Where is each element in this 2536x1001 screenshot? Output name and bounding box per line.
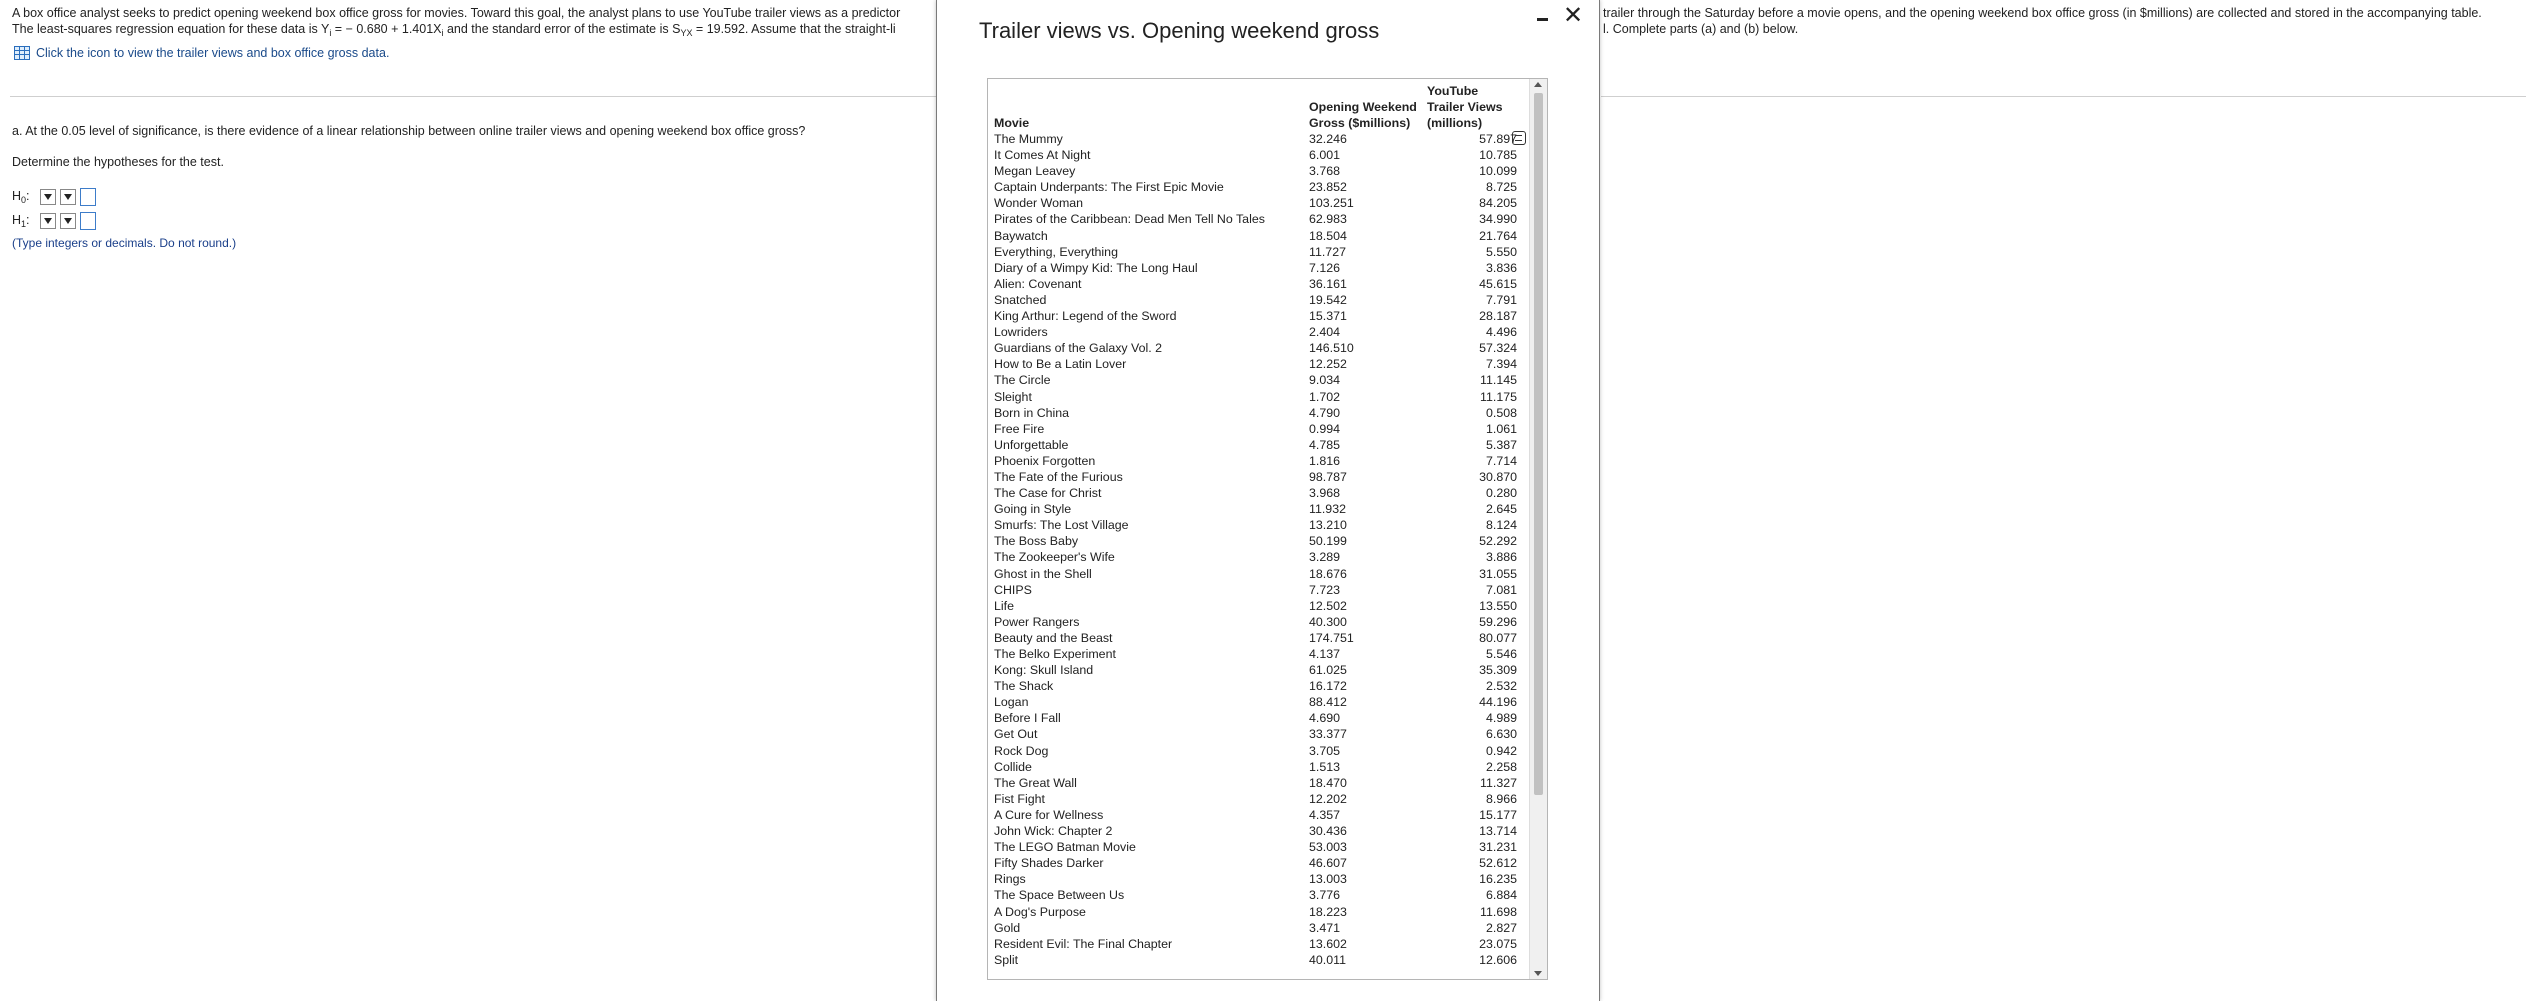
cell-trailer-views: 12.606: [1479, 952, 1517, 967]
cell-opening-gross: 53.003: [1309, 840, 1347, 855]
cell-movie: The Space Between Us: [994, 888, 1125, 903]
cell-opening-gross: 3.705: [1309, 743, 1341, 758]
question-intro-line1: A box office analyst seeks to predict opening weekend box office gross for movies. Toward this goal, the analyst plans to use YouTube trailer views as a predictor: [12, 6, 901, 20]
cell-opening-gross: 16.172: [1309, 679, 1347, 694]
cell-movie: Collide: [994, 759, 1032, 774]
cell-trailer-views: 7.791: [1485, 292, 1517, 307]
cell-opening-gross: 98.787: [1309, 469, 1347, 484]
cell-trailer-views: 21.764: [1479, 228, 1517, 243]
table-row: [994, 340, 1517, 356]
cell-opening-gross: 3.776: [1309, 888, 1341, 903]
table-row: [994, 743, 1517, 759]
cell-opening-gross: 4.690: [1309, 711, 1341, 726]
table-row: [994, 324, 1517, 340]
table-row: [994, 179, 1517, 195]
table-row: [994, 920, 1517, 936]
cell-trailer-views: 6.884: [1485, 888, 1517, 903]
cell-opening-gross: 18.504: [1309, 228, 1347, 243]
question-intro-right-line1: trailer through the Saturday before a movie opens, and the opening weekend box office gross (in $millions) are collected and stored in the accompanying table.: [1603, 6, 2482, 20]
cell-opening-gross: 103.251: [1309, 196, 1354, 211]
cell-movie: Fist Fight: [994, 791, 1045, 806]
table-row: [994, 952, 1517, 968]
cell-opening-gross: 3.968: [1309, 486, 1341, 501]
cell-movie: Rings: [994, 872, 1026, 887]
table-row: [994, 372, 1517, 388]
regression-text-c: and the standard error of the estimate is S: [443, 22, 681, 36]
table-row: [994, 904, 1517, 920]
view-data-link[interactable]: [14, 46, 389, 60]
cell-opening-gross: 3.289: [1309, 550, 1341, 565]
h1-parameter-dropdown[interactable]: [40, 213, 56, 229]
cell-trailer-views: 44.196: [1479, 695, 1517, 710]
cell-movie: Snatched: [994, 292, 1047, 307]
cell-opening-gross: 36.161: [1309, 276, 1347, 291]
scroll-down-arrow-icon[interactable]: [1534, 971, 1542, 976]
h1-operator-dropdown[interactable]: [60, 213, 76, 229]
cell-movie: Going in Style: [994, 502, 1072, 517]
table-row: [994, 276, 1517, 292]
cell-trailer-views: 59.296: [1479, 614, 1517, 629]
table-row: [994, 759, 1517, 775]
table-row: [994, 598, 1517, 614]
cell-trailer-views: 5.550: [1485, 244, 1517, 259]
cell-trailer-views: 15.177: [1479, 807, 1517, 822]
cell-opening-gross: 11.727: [1309, 244, 1346, 259]
cell-opening-gross: 1.702: [1309, 389, 1341, 404]
cell-opening-gross: 3.471: [1309, 920, 1341, 935]
cell-opening-gross: 18.676: [1309, 566, 1347, 581]
cell-trailer-views: 2.532: [1485, 679, 1517, 694]
table-row: [994, 694, 1517, 710]
table-row: [994, 549, 1517, 565]
cell-opening-gross: 4.785: [1309, 437, 1341, 452]
table-row: [994, 211, 1517, 227]
table-grid-icon[interactable]: [14, 46, 30, 60]
table-row: [994, 421, 1517, 437]
cell-movie: Sleight: [994, 389, 1032, 404]
null-hypothesis-row: [12, 188, 96, 206]
cell-opening-gross: 18.223: [1309, 904, 1347, 919]
cell-trailer-views: 31.055: [1479, 566, 1517, 581]
cell-movie: Power Rangers: [994, 614, 1080, 629]
cell-trailer-views: 1.061: [1485, 421, 1517, 436]
cell-trailer-views: 45.615: [1479, 276, 1517, 291]
cell-movie: King Arthur: Legend of the Sword: [994, 309, 1177, 324]
regression-text-d: = 19.592. Assume that the straight-li: [692, 22, 896, 36]
cell-trailer-views: 7.714: [1485, 453, 1517, 468]
cell-trailer-views: 10.099: [1479, 164, 1517, 179]
table-row: [994, 131, 1517, 147]
cell-opening-gross: 3.768: [1309, 164, 1341, 179]
table-row: [994, 791, 1517, 807]
table-row: [994, 646, 1517, 662]
cell-movie: Logan: [994, 695, 1029, 710]
table-row: [994, 517, 1517, 533]
cell-trailer-views: 2.827: [1485, 920, 1517, 935]
alternative-hypothesis-row: [12, 212, 96, 230]
cell-opening-gross: 9.034: [1309, 373, 1341, 388]
cell-opening-gross: 6.001: [1309, 148, 1341, 163]
table-row: [994, 163, 1517, 179]
cell-movie: Kong: Skull Island: [994, 663, 1094, 678]
cell-opening-gross: 62.983: [1309, 212, 1347, 227]
cell-movie: Alien: Covenant: [994, 276, 1082, 291]
table-row: [994, 726, 1517, 742]
header-trailer-views: YouTube Trailer Views (millions): [1427, 84, 1503, 130]
cell-trailer-views: 0.942: [1485, 743, 1517, 758]
cell-trailer-views: 2.258: [1485, 759, 1517, 774]
cell-trailer-views: 0.280: [1485, 486, 1517, 501]
cell-movie: Rock Dog: [994, 743, 1049, 758]
data-table-scroll-area[interactable]: [988, 79, 1528, 979]
cell-movie: The Boss Baby: [994, 534, 1079, 549]
cell-opening-gross: 13.602: [1309, 936, 1347, 951]
scroll-up-arrow-icon[interactable]: [1534, 82, 1542, 87]
h1-value-input[interactable]: [80, 212, 96, 230]
cell-opening-gross: 61.025: [1309, 663, 1347, 678]
cell-trailer-views: 13.714: [1479, 824, 1517, 839]
cell-movie: Guardians of the Galaxy Vol. 2: [994, 341, 1163, 356]
cell-opening-gross: 23.852: [1309, 180, 1347, 195]
cell-opening-gross: 1.513: [1309, 759, 1341, 774]
close-icon[interactable]: ✕: [1563, 2, 1584, 29]
cell-movie: A Cure for Wellness: [994, 807, 1104, 822]
cell-trailer-views: 11.145: [1480, 373, 1517, 388]
question-intro-right-line2: l. Complete parts (a) and (b) below.: [1603, 22, 1799, 36]
part-a-question: a. At the 0.05 level of significance, is there evidence of a linear relationship between online trailer views and opening weekend box office gross?: [12, 124, 806, 138]
cell-movie: CHIPS: [994, 582, 1032, 597]
cell-trailer-views: 30.870: [1479, 469, 1517, 484]
table-row: [994, 855, 1517, 871]
cell-opening-gross: 0.994: [1309, 421, 1341, 436]
table-row: [994, 501, 1517, 517]
cell-trailer-views: 57.324: [1479, 341, 1517, 356]
cell-trailer-views: 8.124: [1485, 518, 1517, 533]
cell-movie: The LEGO Batman Movie: [994, 840, 1136, 855]
divider-left: [10, 96, 936, 97]
h1-label: $H_1$:: [12, 213, 30, 229]
cell-movie: It Comes At Night: [994, 148, 1091, 163]
input-hint: (Type integers or decimals. Do not round.): [12, 236, 237, 250]
cell-trailer-views: 3.886: [1485, 550, 1517, 565]
table-row: [994, 775, 1517, 791]
cell-movie: Split: [994, 952, 1019, 967]
cell-trailer-views: 8.966: [1485, 791, 1517, 806]
cell-opening-gross: 4.357: [1309, 807, 1341, 822]
cell-movie: The Fate of the Furious: [994, 469, 1123, 484]
cell-opening-gross: 2.404: [1309, 325, 1341, 340]
cell-movie: The Belko Experiment: [994, 647, 1116, 661]
cell-trailer-views: 3.836: [1485, 260, 1517, 275]
data-table: [994, 83, 1517, 968]
h0-operator-dropdown[interactable]: [60, 189, 76, 205]
table-row: [994, 807, 1517, 823]
cell-opening-gross: 13.003: [1309, 872, 1347, 887]
table-row: [994, 356, 1517, 372]
cell-opening-gross: 13.210: [1309, 518, 1347, 533]
cell-opening-gross: 88.412: [1309, 695, 1347, 710]
cell-trailer-views: 4.989: [1485, 711, 1517, 726]
table-row: [994, 485, 1517, 501]
cell-trailer-views: 28.187: [1479, 309, 1517, 324]
cell-opening-gross: 174.751: [1309, 630, 1354, 645]
cell-opening-gross: 4.137: [1309, 647, 1341, 661]
cell-trailer-views: 16.235: [1479, 872, 1517, 887]
cell-opening-gross: 50.199: [1309, 534, 1347, 549]
cell-opening-gross: 12.502: [1309, 598, 1347, 613]
cell-opening-gross: 32.246: [1309, 132, 1347, 146]
cell-opening-gross: 40.300: [1309, 614, 1347, 629]
cell-movie: The Case for Christ: [994, 486, 1102, 501]
cell-movie: The Zookeeper's Wife: [994, 550, 1115, 565]
table-row: [994, 308, 1517, 324]
cell-movie: Ghost in the Shell: [994, 566, 1092, 581]
table-row: [994, 147, 1517, 163]
table-row: [994, 823, 1517, 839]
cell-opening-gross: 15.371: [1309, 309, 1347, 324]
cell-trailer-views: 6.630: [1485, 727, 1517, 742]
cell-opening-gross: 7.126: [1309, 260, 1341, 275]
cell-trailer-views: 52.292: [1479, 534, 1517, 549]
table-row: [994, 839, 1517, 855]
table-row: [994, 389, 1517, 405]
cell-movie: Lowriders: [994, 325, 1048, 340]
regression-text-b: = − 0.680 + 1.401X: [331, 22, 442, 36]
modal-title: Trailer views vs. Opening weekend gross: [979, 18, 1380, 43]
cell-movie: Diary of a Wimpy Kid: The Long Haul: [994, 260, 1198, 275]
cell-opening-gross: 19.542: [1309, 292, 1347, 307]
cell-movie: The Circle: [994, 373, 1051, 388]
table-row: [994, 887, 1517, 903]
cell-movie: Born in China: [994, 405, 1070, 420]
cell-opening-gross: 146.510: [1309, 341, 1354, 356]
cell-movie: Get Out: [994, 727, 1038, 742]
header-opening-gross: Opening Weekend Gross ($millions): [1309, 100, 1417, 130]
table-row: [994, 405, 1517, 421]
divider-right: [1601, 96, 2526, 97]
cell-movie: Megan Leavey: [994, 164, 1076, 179]
cell-movie: Captain Underpants: The First Epic Movie: [994, 180, 1224, 195]
cell-trailer-views: 34.990: [1479, 212, 1517, 227]
cell-movie: Resident Evil: The Final Chapter: [994, 936, 1173, 951]
cell-movie: How to Be a Latin Lover: [994, 357, 1127, 372]
table-row: [994, 678, 1517, 694]
cell-opening-gross: 4.790: [1309, 405, 1341, 420]
table-row: [994, 469, 1517, 485]
cell-movie: Smurfs: The Lost Village: [994, 518, 1129, 533]
cell-movie: Fifty Shades Darker: [994, 856, 1104, 871]
data-table-frame: [987, 78, 1548, 980]
table-row: [994, 630, 1517, 646]
minimize-icon[interactable]: [1536, 10, 1550, 24]
table-row: [994, 871, 1517, 887]
cell-movie: Pirates of the Caribbean: Dead Men Tell No Tales: [994, 212, 1265, 227]
cell-trailer-views: 2.645: [1485, 502, 1517, 517]
h0-label: $H_0$:: [12, 189, 30, 205]
h0-value-input[interactable]: [80, 188, 96, 206]
cell-movie: The Shack: [994, 679, 1054, 694]
table-row: [994, 614, 1517, 630]
cell-trailer-views: 5.387: [1485, 437, 1517, 452]
question-intro-line2: [12, 22, 896, 38]
cell-trailer-views: 80.077: [1479, 630, 1517, 645]
regression-text-a: The least-squares regression equation for these data is Y: [12, 22, 330, 36]
h0-parameter-dropdown[interactable]: [40, 189, 56, 205]
table-row: [994, 195, 1517, 211]
cell-opening-gross: 30.436: [1309, 824, 1347, 839]
cell-opening-gross: 18.470: [1309, 775, 1347, 790]
data-table-body: [994, 131, 1517, 968]
cell-opening-gross: 40.011: [1309, 952, 1346, 967]
cell-movie: Everything, Everything: [994, 244, 1118, 259]
table-row: [994, 566, 1517, 582]
cell-opening-gross: 33.377: [1309, 727, 1347, 742]
cell-movie: Phoenix Forgotten: [994, 453, 1096, 468]
table-row: [994, 228, 1517, 244]
cell-movie: Gold: [994, 920, 1021, 935]
data-modal-window: [936, 0, 1600, 1001]
determine-hypotheses-text: Determine the hypotheses for the test.: [12, 155, 224, 169]
scroll-thumb[interactable]: [1534, 93, 1543, 795]
cell-movie: John Wick: Chapter 2: [994, 824, 1113, 839]
cell-trailer-views: 8.725: [1485, 180, 1517, 195]
copy-data-icon[interactable]: [1512, 131, 1526, 145]
cell-trailer-views: 52.612: [1479, 856, 1517, 871]
cell-trailer-views: 5.546: [1485, 647, 1517, 661]
cell-movie: Beauty and the Beast: [994, 630, 1113, 645]
cell-movie: Life: [994, 598, 1014, 613]
table-row: [994, 437, 1517, 453]
cell-movie: The Great Wall: [994, 775, 1077, 790]
table-row: [994, 244, 1517, 260]
table-scrollbar[interactable]: [1529, 79, 1547, 979]
subscript-i: i: [441, 28, 444, 38]
table-header-row: [994, 83, 1517, 131]
cell-trailer-views: 10.785: [1479, 148, 1517, 163]
table-row: [994, 936, 1517, 952]
table-row: [994, 582, 1517, 598]
cell-trailer-views: 7.394: [1485, 357, 1517, 372]
cell-trailer-views: 31.231: [1479, 840, 1517, 855]
cell-movie: Baywatch: [994, 228, 1048, 243]
table-row: [994, 453, 1517, 469]
cell-trailer-views: 84.205: [1479, 196, 1517, 211]
cell-opening-gross: 46.607: [1309, 856, 1347, 871]
cell-movie: Unforgettable: [994, 437, 1069, 452]
cell-trailer-views: 23.075: [1479, 936, 1517, 951]
table-row: [994, 533, 1517, 549]
cell-opening-gross: 12.252: [1309, 357, 1347, 372]
cell-trailer-views: 4.496: [1485, 325, 1517, 340]
cell-trailer-views: 11.698: [1480, 904, 1517, 919]
subscript-yx: YX: [680, 28, 693, 38]
cell-movie: Free Fire: [994, 421, 1045, 436]
table-row: [994, 662, 1517, 678]
cell-trailer-views: 0.508: [1485, 405, 1517, 420]
cell-trailer-views: 7.081: [1485, 582, 1517, 597]
cell-trailer-views: 35.309: [1479, 663, 1517, 678]
cell-movie: The Mummy: [994, 132, 1063, 146]
subscript-i: i: [329, 28, 332, 38]
cell-trailer-views: 57.897: [1479, 132, 1517, 146]
view-data-link-label[interactable]: Click the icon to view the trailer views and box office gross data.: [36, 46, 390, 60]
cell-opening-gross: 11.932: [1309, 502, 1346, 517]
cell-opening-gross: 7.723: [1309, 582, 1341, 597]
cell-trailer-views: 13.550: [1479, 598, 1517, 613]
cell-movie: Before I Fall: [994, 711, 1061, 726]
cell-movie: Wonder Woman: [994, 196, 1084, 211]
cell-opening-gross: 12.202: [1309, 791, 1347, 806]
cell-trailer-views: 11.175: [1480, 389, 1517, 404]
header-movie: Movie: [994, 116, 1030, 130]
table-row: [994, 710, 1517, 726]
cell-movie: A Dog's Purpose: [994, 904, 1086, 919]
cell-opening-gross: 1.816: [1309, 453, 1341, 468]
cell-trailer-views: 11.327: [1480, 775, 1517, 790]
table-row: [994, 260, 1517, 276]
table-row: [994, 292, 1517, 308]
